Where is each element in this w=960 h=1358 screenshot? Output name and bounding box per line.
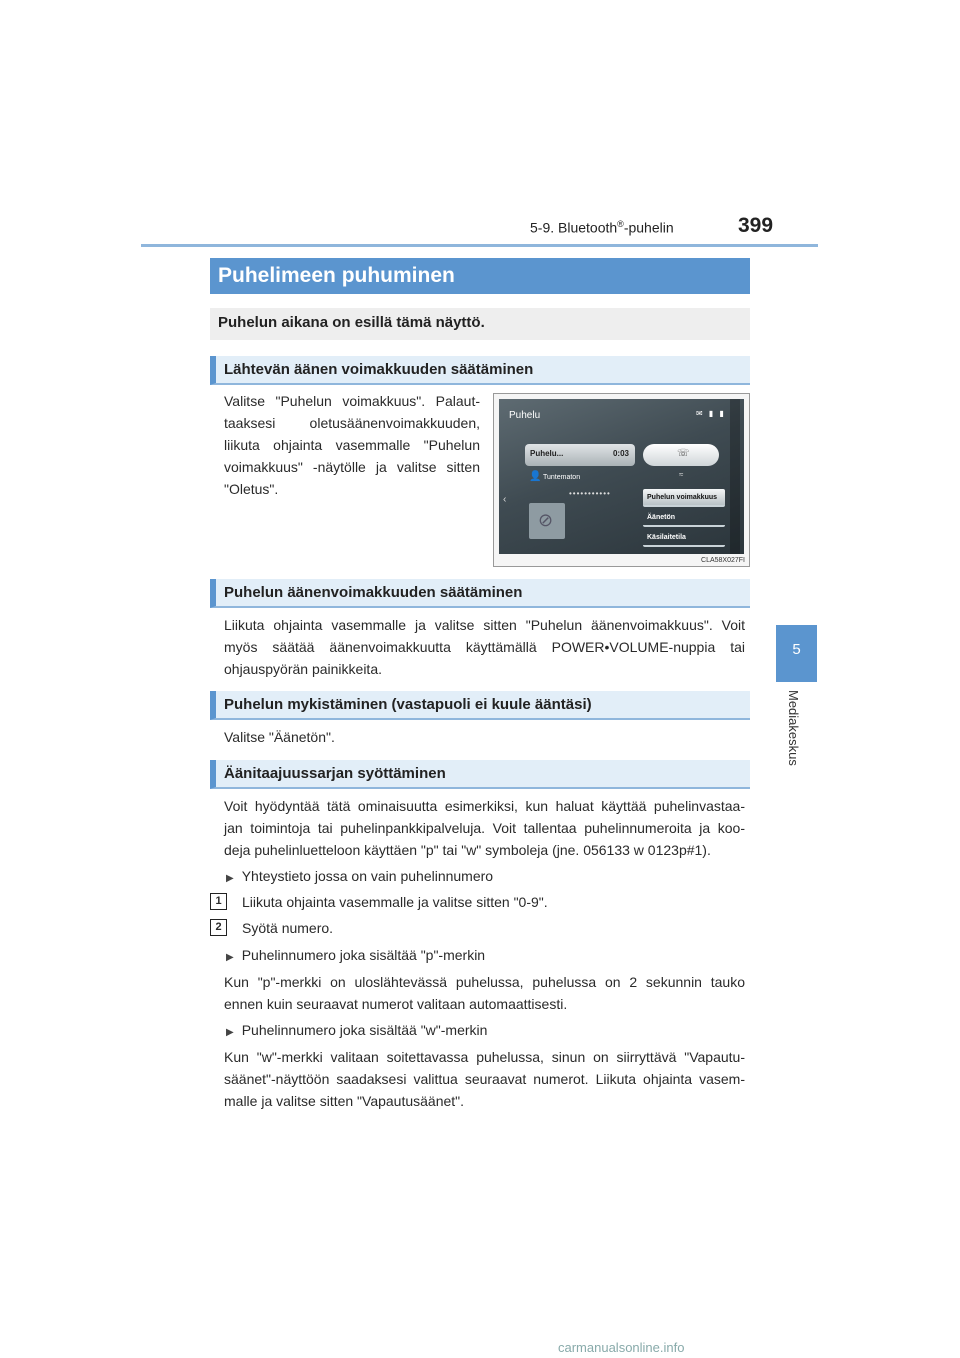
- call-screen-image: [493, 393, 750, 567]
- menu-mute[interactable]: Äänetön: [643, 509, 725, 527]
- menu-handset-mode[interactable]: Käsilaitetila: [643, 529, 725, 547]
- section-title: 5-9. Bluetooth®-puhelin: [530, 219, 674, 236]
- signal-icon: ≈: [679, 470, 684, 479]
- image-code: CLA58X027FI: [701, 557, 745, 564]
- page-title: Puhelimeen puhuminen: [210, 258, 750, 294]
- chapter-tab: 5: [776, 625, 817, 682]
- call-status-pill: [525, 444, 635, 466]
- intro-box: Puhelun aikana on esillä tämä näyttö.: [210, 308, 750, 340]
- mute-text: Valitse "Äänetön".: [224, 729, 335, 745]
- call-label: Puhelu...: [530, 449, 564, 458]
- heading-volume-adjust: Lähtevän äänen voimakkuuden säätäminen: [210, 356, 750, 385]
- chapter-label: Mediakeskus: [786, 690, 801, 766]
- contact-name: Tuntematon: [543, 474, 581, 481]
- call-screen: [499, 399, 744, 554]
- triangle-bullet-icon: ▶: [226, 952, 234, 963]
- status-icons: ✉ ▮ ▮: [696, 409, 726, 418]
- step-number-1: 1: [210, 893, 227, 910]
- bullet-p-character: ▶ Puhelinnumero joka sisältää "p"-merkin: [226, 947, 486, 963]
- screen-title: Puhelu: [509, 410, 541, 421]
- person-icon: 👤: [529, 471, 542, 482]
- watermark: carmanualsonline.info: [558, 1340, 685, 1355]
- menu-call-volume[interactable]: Puhelun voimakkuus: [643, 489, 725, 507]
- volume-adjust-text: Valitse "Puhelun voimakkuus". Palaut- taaksesi oletusäänenvoimakkuuden, liikuta ohjainta vasemmalle "Puhelun voimakkuus" -näytölle ja valitse sitten "Oletus".: [224, 393, 480, 497]
- heading-mute: Puhelun mykistäminen (vastapuoli ei kuule ääntäsi): [210, 691, 750, 720]
- call-time: 0:03: [612, 449, 629, 458]
- p-character-text: Kun "p"-merkki on uloslähtevässä puhelussa, puhelussa on 2 sekunnin tauko ennen kuin seuraavat numerot valitaan automaattisesti.: [224, 974, 745, 1012]
- back-chevron-icon[interactable]: ‹: [503, 494, 507, 505]
- call-volume-text: Liikuta ohjainta vasemmalle ja valitse sitten "Puhelun äänenvoimakkuus". Voit myös säätää äänenvoimakkuutta käyttämällä POWER•VOLUME-nuppia tai ohjauspyörän painikkeita.: [224, 617, 745, 677]
- hangup-button[interactable]: [643, 444, 719, 466]
- triangle-bullet-icon: ▶: [226, 873, 234, 884]
- heading-call-volume: Puhelun äänenvoimakkuuden säätäminen: [210, 579, 750, 608]
- step-number-2: 2: [210, 919, 227, 936]
- triangle-bullet-icon: ▶: [226, 1027, 234, 1038]
- screen-edge: [730, 399, 740, 554]
- header-rule: [141, 244, 818, 247]
- dtmf-intro-text: Voit hyödyntää tätä ominaisuutta esimerkiksi, kun haluat käyttää puhelinvastaa- jan toimintoja tai puhelinpankkipalveluja. Voit tallentaa puhelinnumeroita ja koo- deja puhelinluetteloon käyttäen "p" tai "w" symboleja (jne. 056133 w 0123p#1).: [224, 798, 745, 858]
- no-image-icon: ⊘: [538, 510, 554, 530]
- heading-dtmf: Äänitaajuussarjan syöttäminen: [210, 760, 750, 789]
- bullet-w-character: ▶ Puhelinnumero joka sisältää "w"-merkin: [226, 1022, 488, 1038]
- bullet-number-only: ▶ Yhteystieto jossa on vain puhelinnumero: [226, 868, 494, 884]
- page-number: 399: [738, 214, 774, 237]
- step-2-text: Syötä numero.: [242, 920, 334, 936]
- w-character-text: Kun "w"-merkki valitaan soitettavassa puhelussa, sinun on siirryttävä "Vapautu- säänet"-näyttöön saadaksesi valittua seuraavat numerot. Liikuta ohjainta vasem- malle ja valitse sitten "Vapautusäänet".: [224, 1049, 745, 1109]
- phone-icon: ☏: [677, 448, 690, 459]
- step-1-text: Liikuta ohjainta vasemmalle ja valitse sitten "0-9".: [242, 894, 548, 910]
- number-dots: •••••••••••: [569, 489, 611, 498]
